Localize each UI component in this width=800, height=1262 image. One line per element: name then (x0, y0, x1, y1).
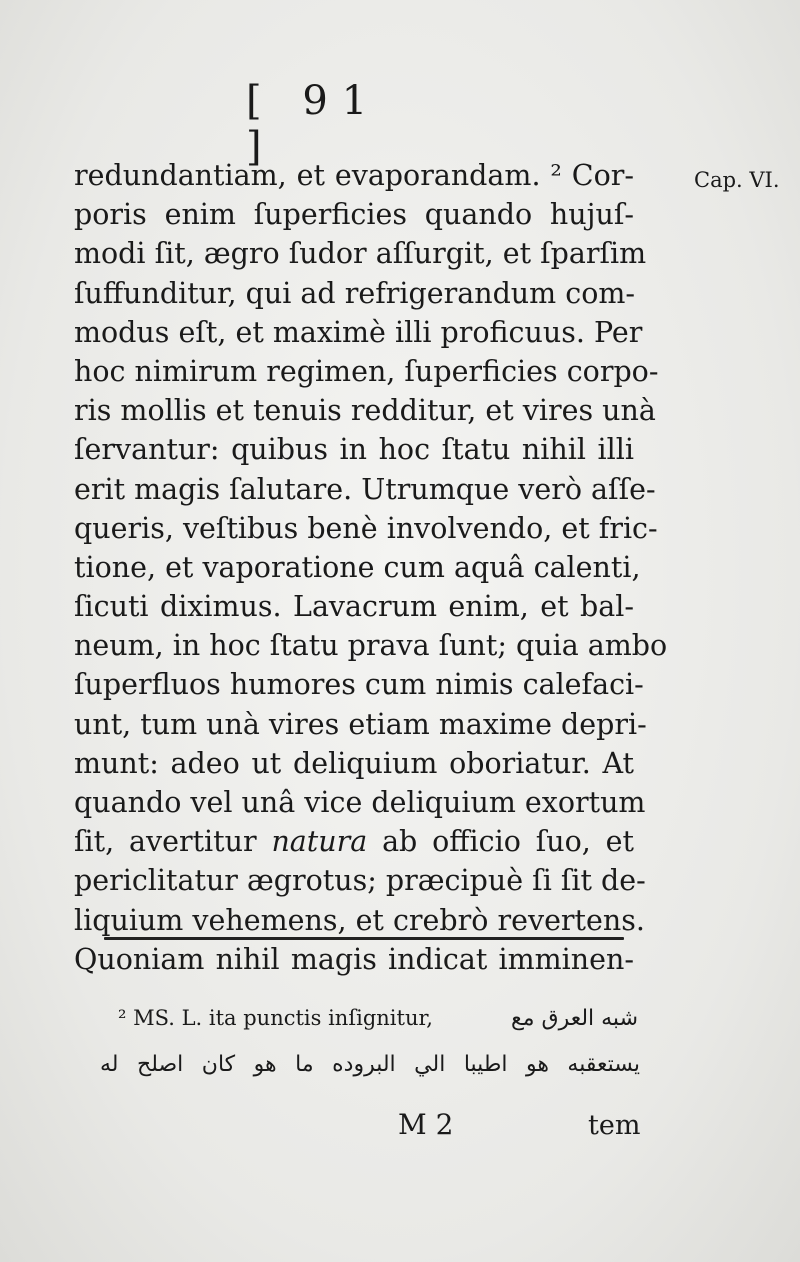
text-line: hoc nimirum regimen, ſuperficies corpo- (74, 354, 659, 388)
footnote-line (118, 1006, 638, 1031)
footnote-divider (104, 937, 624, 940)
text-line: ſuperfluos humores cum nimis calefaci- (74, 668, 644, 702)
text-line: modus eſt, et maximè illi proficuus. Per (74, 315, 643, 349)
text-line: modi ſit, ægro ſudor aſſurgit, et ſparſim (74, 237, 647, 271)
text-line: poris enim ſuperficies quando hujuſ- (74, 198, 634, 232)
margin-note: Cap. VI. (694, 168, 780, 192)
italic-word: natura (271, 825, 368, 859)
page-number: [ 91 ] (246, 78, 382, 170)
text-line: periclitatur ægrotus; præcipuè ſi ſit de- (74, 864, 646, 898)
text-line: munt: adeo ut deliquium oboriatur. At (74, 746, 634, 780)
catchword: tem (588, 1110, 641, 1141)
text-line: queris, veſtibus benè involvendo, et fric- (74, 511, 658, 545)
text-line: ris mollis et tenuis redditur, et vires unà (74, 394, 656, 428)
signature-mark: M 2 (398, 1108, 454, 1141)
text-line: neum, in hoc ſtatu prava ſunt; quia ambo (74, 629, 668, 663)
text-segment: ab officio ſuo, et (382, 825, 634, 859)
text-line: liquium vehemens, et crebrò revertens. (74, 903, 645, 937)
text-line: unt, tum unà vires etiam maxime depri- (74, 707, 647, 741)
text-segment: ſit, avertitur (74, 825, 257, 859)
text-line: tione, et vaporatione cum aquâ calenti, (74, 550, 641, 584)
footnote-arabic: شبه العرق مع (511, 1006, 638, 1031)
footnote-text: ² MS. L. ita punctis inſignitur, (118, 1006, 433, 1030)
main-text (74, 156, 668, 979)
text-line: redundantiam, et evaporandam. ² Cor- (74, 159, 634, 192)
text-line: quando vel unâ vice deliquium exortum (74, 786, 646, 819)
text-line: ſicuti diximus. Lavacrum enim, et bal- (74, 590, 634, 624)
text-line: erit magis ſalutare. Utrumque verò aſſe- (74, 472, 656, 506)
text-line: Quoniam nihil magis indicat imminen- (74, 942, 634, 976)
text-line: ſervantur: quibus in hoc ſtatu nihil illi (74, 433, 634, 467)
text-line: ſuffunditur, qui ad refrigerandum com- (74, 276, 636, 310)
footnote-arabic-line: يستعقبه هو اطيبا الي البروده ما هو كان اصلح له (100, 1052, 640, 1077)
text-line-mixed (74, 822, 634, 861)
